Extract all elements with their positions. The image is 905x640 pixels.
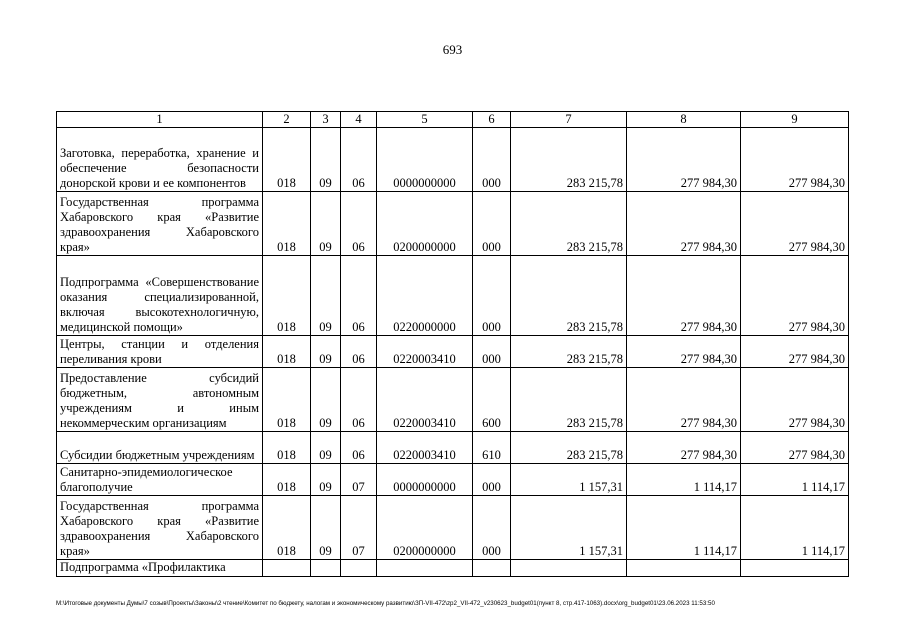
amount-2024-cell: 1 114,17 [627, 496, 741, 560]
expense-type-cell: 000 [473, 464, 511, 496]
amount-2023-cell: 1 157,31 [511, 464, 627, 496]
amount-2024-cell: 277 984,30 [627, 256, 741, 336]
table-row [57, 464, 849, 496]
subsection-code-cell: 06 [341, 192, 377, 256]
column-header: 9 [741, 112, 849, 128]
subsection-code-cell: 06 [341, 432, 377, 464]
section-code-cell: 09 [311, 192, 341, 256]
target-article-cell: 0000000000 [377, 464, 473, 496]
ministry-code-cell: 018 [263, 256, 311, 336]
target-article-cell: 0000000000 [377, 128, 473, 192]
ministry-code-cell: 018 [263, 432, 311, 464]
column-header: 4 [341, 112, 377, 128]
amount-2025-cell: 277 984,30 [741, 336, 849, 368]
column-header: 1 [57, 112, 263, 128]
expense-type-cell: 000 [473, 256, 511, 336]
amount-2025-cell: 277 984,30 [741, 192, 849, 256]
subsection-code-cell: 07 [341, 496, 377, 560]
amount-2025-cell: 277 984,30 [741, 368, 849, 432]
row-name-cell: Санитарно-эпидемиологическое благополучие [57, 464, 263, 496]
table-row [57, 256, 849, 336]
amount-2023-cell: 283 215,78 [511, 128, 627, 192]
amount-2025-cell: 277 984,30 [741, 432, 849, 464]
table-row [57, 336, 849, 368]
target-article-cell: 0220003410 [377, 368, 473, 432]
expense-type-cell: 000 [473, 336, 511, 368]
amount-2023-cell: 283 215,78 [511, 256, 627, 336]
table-row [57, 128, 849, 192]
ministry-code-cell: 018 [263, 336, 311, 368]
subsection-code-cell: 07 [341, 464, 377, 496]
row-name-cell: Государственная программа Хабаровского края «Развитие здравоохранения Хабаровского края» [57, 192, 263, 256]
amount-2023-cell: 283 215,78 [511, 192, 627, 256]
amount-2024-cell: 277 984,30 [627, 128, 741, 192]
amount-2024-cell: 277 984,30 [627, 336, 741, 368]
column-header: 7 [511, 112, 627, 128]
amount-2024-cell: 277 984,30 [627, 432, 741, 464]
page-number: 693 [442, 42, 463, 57]
table-row [57, 496, 849, 560]
amount-2024-cell: 277 984,30 [627, 368, 741, 432]
section-code-cell: 09 [311, 432, 341, 464]
ministry-code-cell: 018 [263, 496, 311, 560]
amount-2024-cell: 277 984,30 [627, 192, 741, 256]
amount-2023-cell: 1 157,31 [511, 496, 627, 560]
section-code-cell: 09 [311, 368, 341, 432]
header-row [57, 112, 849, 128]
amount-2024-cell [627, 560, 741, 577]
ministry-code-cell: 018 [263, 128, 311, 192]
row-name-cell: Подпрограмма «Профилактика [57, 560, 263, 577]
subsection-code-cell: 06 [341, 368, 377, 432]
row-name-cell: Предоставление субсидий бюджетным, автономным учреждениям и иным некоммерческим организациям [57, 368, 263, 432]
amount-2025-cell: 277 984,30 [741, 128, 849, 192]
subsection-code-cell: 06 [341, 128, 377, 192]
ministry-code-cell: 018 [263, 464, 311, 496]
expense-type-cell [473, 560, 511, 577]
column-header: 2 [263, 112, 311, 128]
row-name-cell: Государственная программа Хабаровского края «Развитие здравоохранения Хабаровского края» [57, 496, 263, 560]
amount-2025-cell: 1 114,17 [741, 464, 849, 496]
column-header: 6 [473, 112, 511, 128]
expense-type-cell: 000 [473, 496, 511, 560]
section-code-cell: 09 [311, 496, 341, 560]
column-header: 3 [311, 112, 341, 128]
section-code-cell: 09 [311, 464, 341, 496]
target-article-cell: 0200000000 [377, 192, 473, 256]
target-article-cell: 0220003410 [377, 336, 473, 368]
amount-2023-cell: 283 215,78 [511, 432, 627, 464]
amount-2023-cell: 283 215,78 [511, 368, 627, 432]
amount-2023-cell: 283 215,78 [511, 336, 627, 368]
row-name-cell: Заготовка, переработка, хранение и обеспечение безопасности донорской крови и ее компонентов [57, 128, 263, 192]
subsection-code-cell: 06 [341, 256, 377, 336]
ministry-code-cell: 018 [263, 192, 311, 256]
target-article-cell: 0200000000 [377, 496, 473, 560]
expense-type-cell: 610 [473, 432, 511, 464]
expense-type-cell: 000 [473, 192, 511, 256]
column-header: 5 [377, 112, 473, 128]
target-article-cell [377, 560, 473, 577]
document-path-footer: M:\Итоговые документы Думы\7 созыв\Проекты\Законы\2 чтение\Комитет по бюджету, налогам и экономическому развитию\ЗП-VII-472\zp2_VII-472_v230623_budget01(пункт 8, стр.417-1063).docx\org_budget01\23.06.2023 11:53:50 [56, 600, 715, 607]
amount-2025-cell [741, 560, 849, 577]
amount-2025-cell: 277 984,30 [741, 256, 849, 336]
budget-table [56, 111, 849, 577]
table-row [57, 368, 849, 432]
target-article-cell: 0220003410 [377, 432, 473, 464]
subsection-code-cell [341, 560, 377, 577]
row-name-cell: Подпрограмма «Совершенствование оказания специализированной, включая высокотехнологичную, медицинской помощи» [57, 256, 263, 336]
section-code-cell [311, 560, 341, 577]
expense-type-cell: 000 [473, 128, 511, 192]
section-code-cell: 09 [311, 128, 341, 192]
amount-2023-cell [511, 560, 627, 577]
section-code-cell: 09 [311, 336, 341, 368]
table-row [57, 192, 849, 256]
ministry-code-cell [263, 560, 311, 577]
column-header: 8 [627, 112, 741, 128]
subsection-code-cell: 06 [341, 336, 377, 368]
ministry-code-cell: 018 [263, 368, 311, 432]
row-name-cell: Центры, станции и отделения переливания крови [57, 336, 263, 368]
expense-type-cell: 600 [473, 368, 511, 432]
section-code-cell: 09 [311, 256, 341, 336]
amount-2025-cell: 1 114,17 [741, 496, 849, 560]
target-article-cell: 0220000000 [377, 256, 473, 336]
table-row [57, 560, 849, 577]
row-name-cell: Субсидии бюджетным учреждениям [57, 432, 263, 464]
amount-2024-cell: 1 114,17 [627, 464, 741, 496]
table-row [57, 432, 849, 464]
